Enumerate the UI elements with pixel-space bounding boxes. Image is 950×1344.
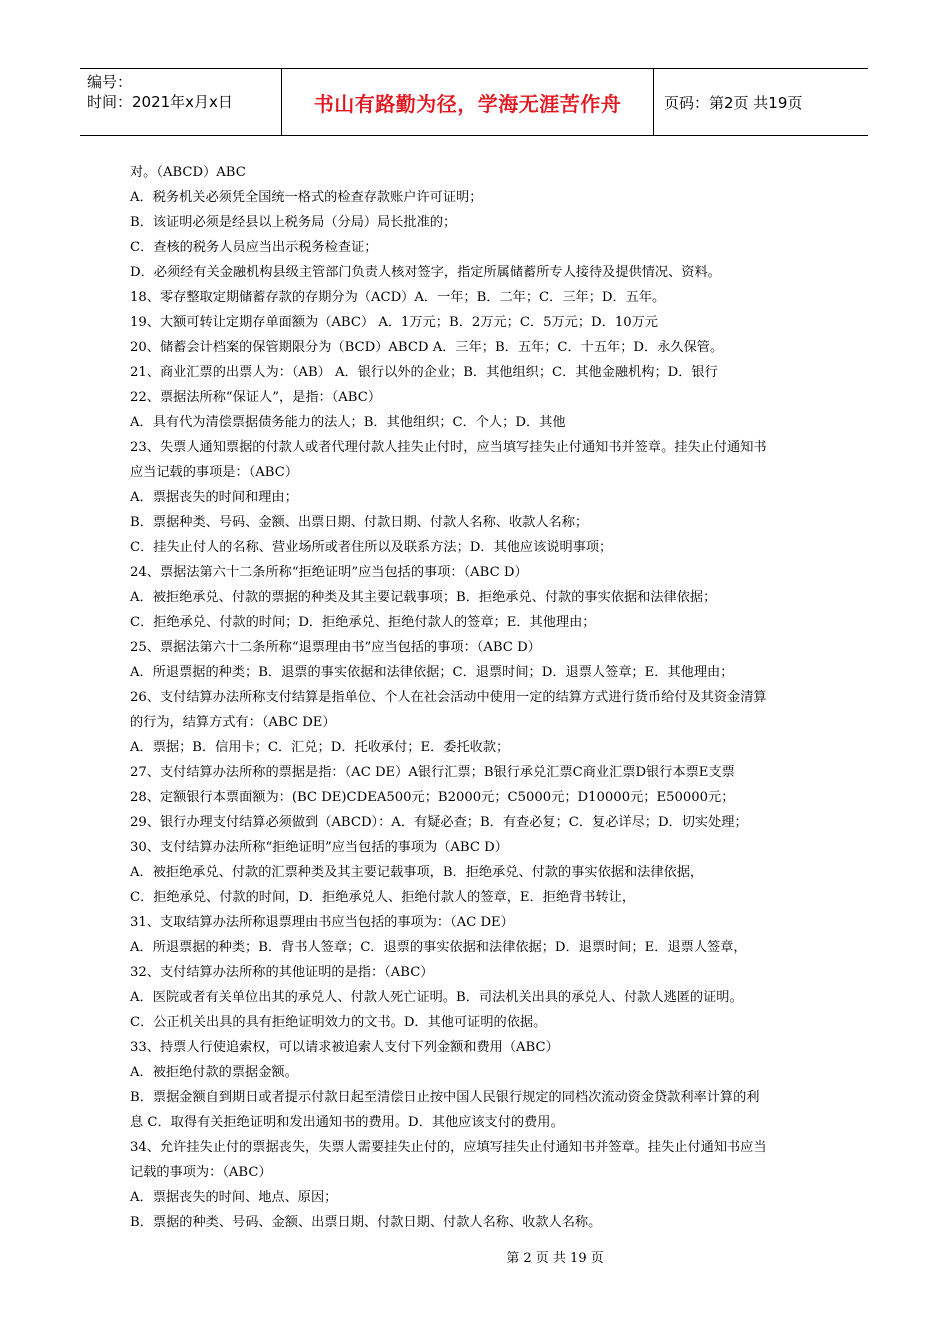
text-line: 34、允许挂失止付的票据丧失，失票人需要挂失止付的，应填写挂失止付通知书并签章。挂失止付通知书应当	[130, 1140, 767, 1155]
text-line: 应当记载的事项是：（ABC）	[130, 465, 299, 480]
text-line: C．公正机关出具的具有拒绝证明效力的文书。D．其他可证明的依据。	[130, 1015, 547, 1030]
text-line: 29、银行办理支付结算必须做到（ABCD）：A．有疑必查；B．有查必复；C．复必详尽；D．切实处理；	[130, 815, 748, 830]
text-line: B．票据种类、号码、金额、出票日期、付款日期、付款人名称、收款人名称；	[130, 515, 589, 530]
text-line: D．必须经有关金融机构县级主管部门负责人核对签字，指定所属储蓄所专人接待及提供情况、资料。	[130, 265, 721, 280]
text-line: A．所退票据的种类；B．退票的事实依据和法律依据；C．退票时间；D．退票人签章；E．其他理由；	[130, 665, 734, 680]
text-line: C．挂失止付人的名称、营业场所或者住所以及联系方法；D．其他应该说明事项；	[130, 540, 613, 555]
text-line: 31、支取结算办法所称退票理由书应当包括的事项为：（AC DE）	[130, 915, 514, 930]
text-line: B．该证明必须是经县以上税务局（分局）局长批准的；	[130, 215, 457, 230]
text-line: 26、支付结算办法所称支付结算是指单位、个人在社会活动中使用一定的结算方式进行货币给付及其资金清算	[130, 690, 767, 705]
text-line: A．被拒绝承兑、付款的票据的种类及其主要记载事项；B．拒绝承兑、付款的事实依据和法律依据；	[130, 590, 717, 605]
text-line: 21、商业汇票的出票人为：（AB） A．银行以外的企业；B．其他组织；C．其他金融机构；D．银行	[130, 365, 718, 380]
text-line: 22、票据法所称“保证人”，是指：（ABC）	[130, 390, 382, 405]
page-footer: 第 2 页 共 19 页	[506, 1251, 604, 1266]
text-line: 20、储蓄会计档案的保管期限分为（BCD）ABCD A．三年；B．五年；C．十五年；D．永久保管。	[130, 340, 724, 355]
text-line: A．所退票据的种类；B．背书人签章；C．退票的事实依据和法律依据；D．退票时间；E．退票人签章，	[130, 940, 747, 955]
text-line: 28、定额银行本票面额为：(BC DE)CDEA500元；B2000元；C5000元；D10000元；E50000元；	[130, 790, 735, 805]
text-line: A．票据丧失的时间、地点、原因；	[130, 1190, 338, 1205]
text-line: A．被拒绝承兑、付款的汇票种类及其主要记载事项，B．拒绝承兑、付款的事实依据和法律依据，	[130, 865, 704, 880]
text-line: 19、大额可转让定期存单面额为（ABC） A．1万元；B．2万元；C．5万元；D．10万元	[130, 315, 658, 330]
header-time: 时间：2021年x月x日	[87, 93, 233, 111]
document-body	[130, 160, 820, 1235]
text-line: A．被拒绝付款的票据金额。	[130, 1065, 298, 1080]
text-line: 对。（ABCD）ABC	[130, 165, 246, 180]
text-line: C．查核的税务人员应当出示税务检查证；	[130, 240, 378, 255]
text-line: 18、零存整取定期储蓄存款的存期分为（ACD）A．一年；B．二年；C．三年；D．五年。	[130, 290, 666, 305]
text-line: A．票据丧失的时间和理由；	[130, 490, 298, 505]
text-line: 27、支付结算办法所称的票据是指：（AC DE）A银行汇票；B银行承兑汇票C商业汇票D银行本票E支票	[130, 765, 735, 780]
text-line: 的行为，结算方式有：（ABC DE）	[130, 715, 336, 730]
text-line: C．拒绝承兑、付款的时间，D．拒绝承兑人、拒绝付款人的签章，E．拒绝背书转让，	[130, 890, 636, 905]
header-meta	[80, 69, 282, 135]
text-line: B．票据的种类、号码、金额、出票日期、付款日期、付款人名称、收款人名称。	[130, 1215, 602, 1230]
page-header	[80, 68, 868, 136]
text-line: 息 C．取得有关拒绝证明和发出通知书的费用。D．其他应该支付的费用。	[130, 1115, 564, 1130]
text-line: A．税务机关必须凭全国统一格式的检查存款账户许可证明；	[130, 190, 483, 205]
text-line: 30、支付结算办法所称“拒绝证明”应当包括的事项为（ABC D）	[130, 840, 508, 855]
text-line: 24、票据法第六十二条所称“拒绝证明”应当包括的事项：（ABC D）	[130, 565, 528, 580]
text-line: A．医院或者有关单位出其的承兑人、付款人死亡证明。B．司法机关出具的承兑人、付款人逃匿的证明。	[130, 990, 743, 1005]
header-code: 编号：	[87, 73, 133, 91]
text-line: 33、持票人行使追索权，可以请求被追索人支付下列金额和费用（ABC）	[130, 1040, 559, 1055]
text-line: A．票据；B．信用卡；C．汇兑；D．托收承付；E．委托收款；	[130, 740, 510, 755]
header-motto: 书山有路勤为径，学海无涯苦作舟	[282, 69, 654, 135]
text-line: 25、票据法第六十二条所称“退票理由书”应当包括的事项：（ABC D）	[130, 640, 541, 655]
header-page-number: 页码：第2页 共19页	[664, 93, 803, 112]
text-line: 32、支付结算办法所称的其他证明的是指：（ABC）	[130, 965, 434, 980]
text-line: 23、失票人通知票据的付款人或者代理付款人挂失止付时，应当填写挂失止付通知书并签章。挂失止付通知书	[130, 440, 767, 455]
text-line: B．票据金额自到期日或者提示付款日起至清偿日止按中国人民银行规定的同档次流动资金贷款利率计算的利	[130, 1090, 760, 1105]
text-line: A．具有代为清偿票据债务能力的法人；B．其他组织；C．个人；D．其他	[130, 415, 566, 430]
text-line: C．拒绝承兑、付款的时间；D．拒绝承兑、拒绝付款人的签章；E．其他理由；	[130, 615, 596, 630]
text-line: 记载的事项为：（ABC）	[130, 1165, 272, 1180]
